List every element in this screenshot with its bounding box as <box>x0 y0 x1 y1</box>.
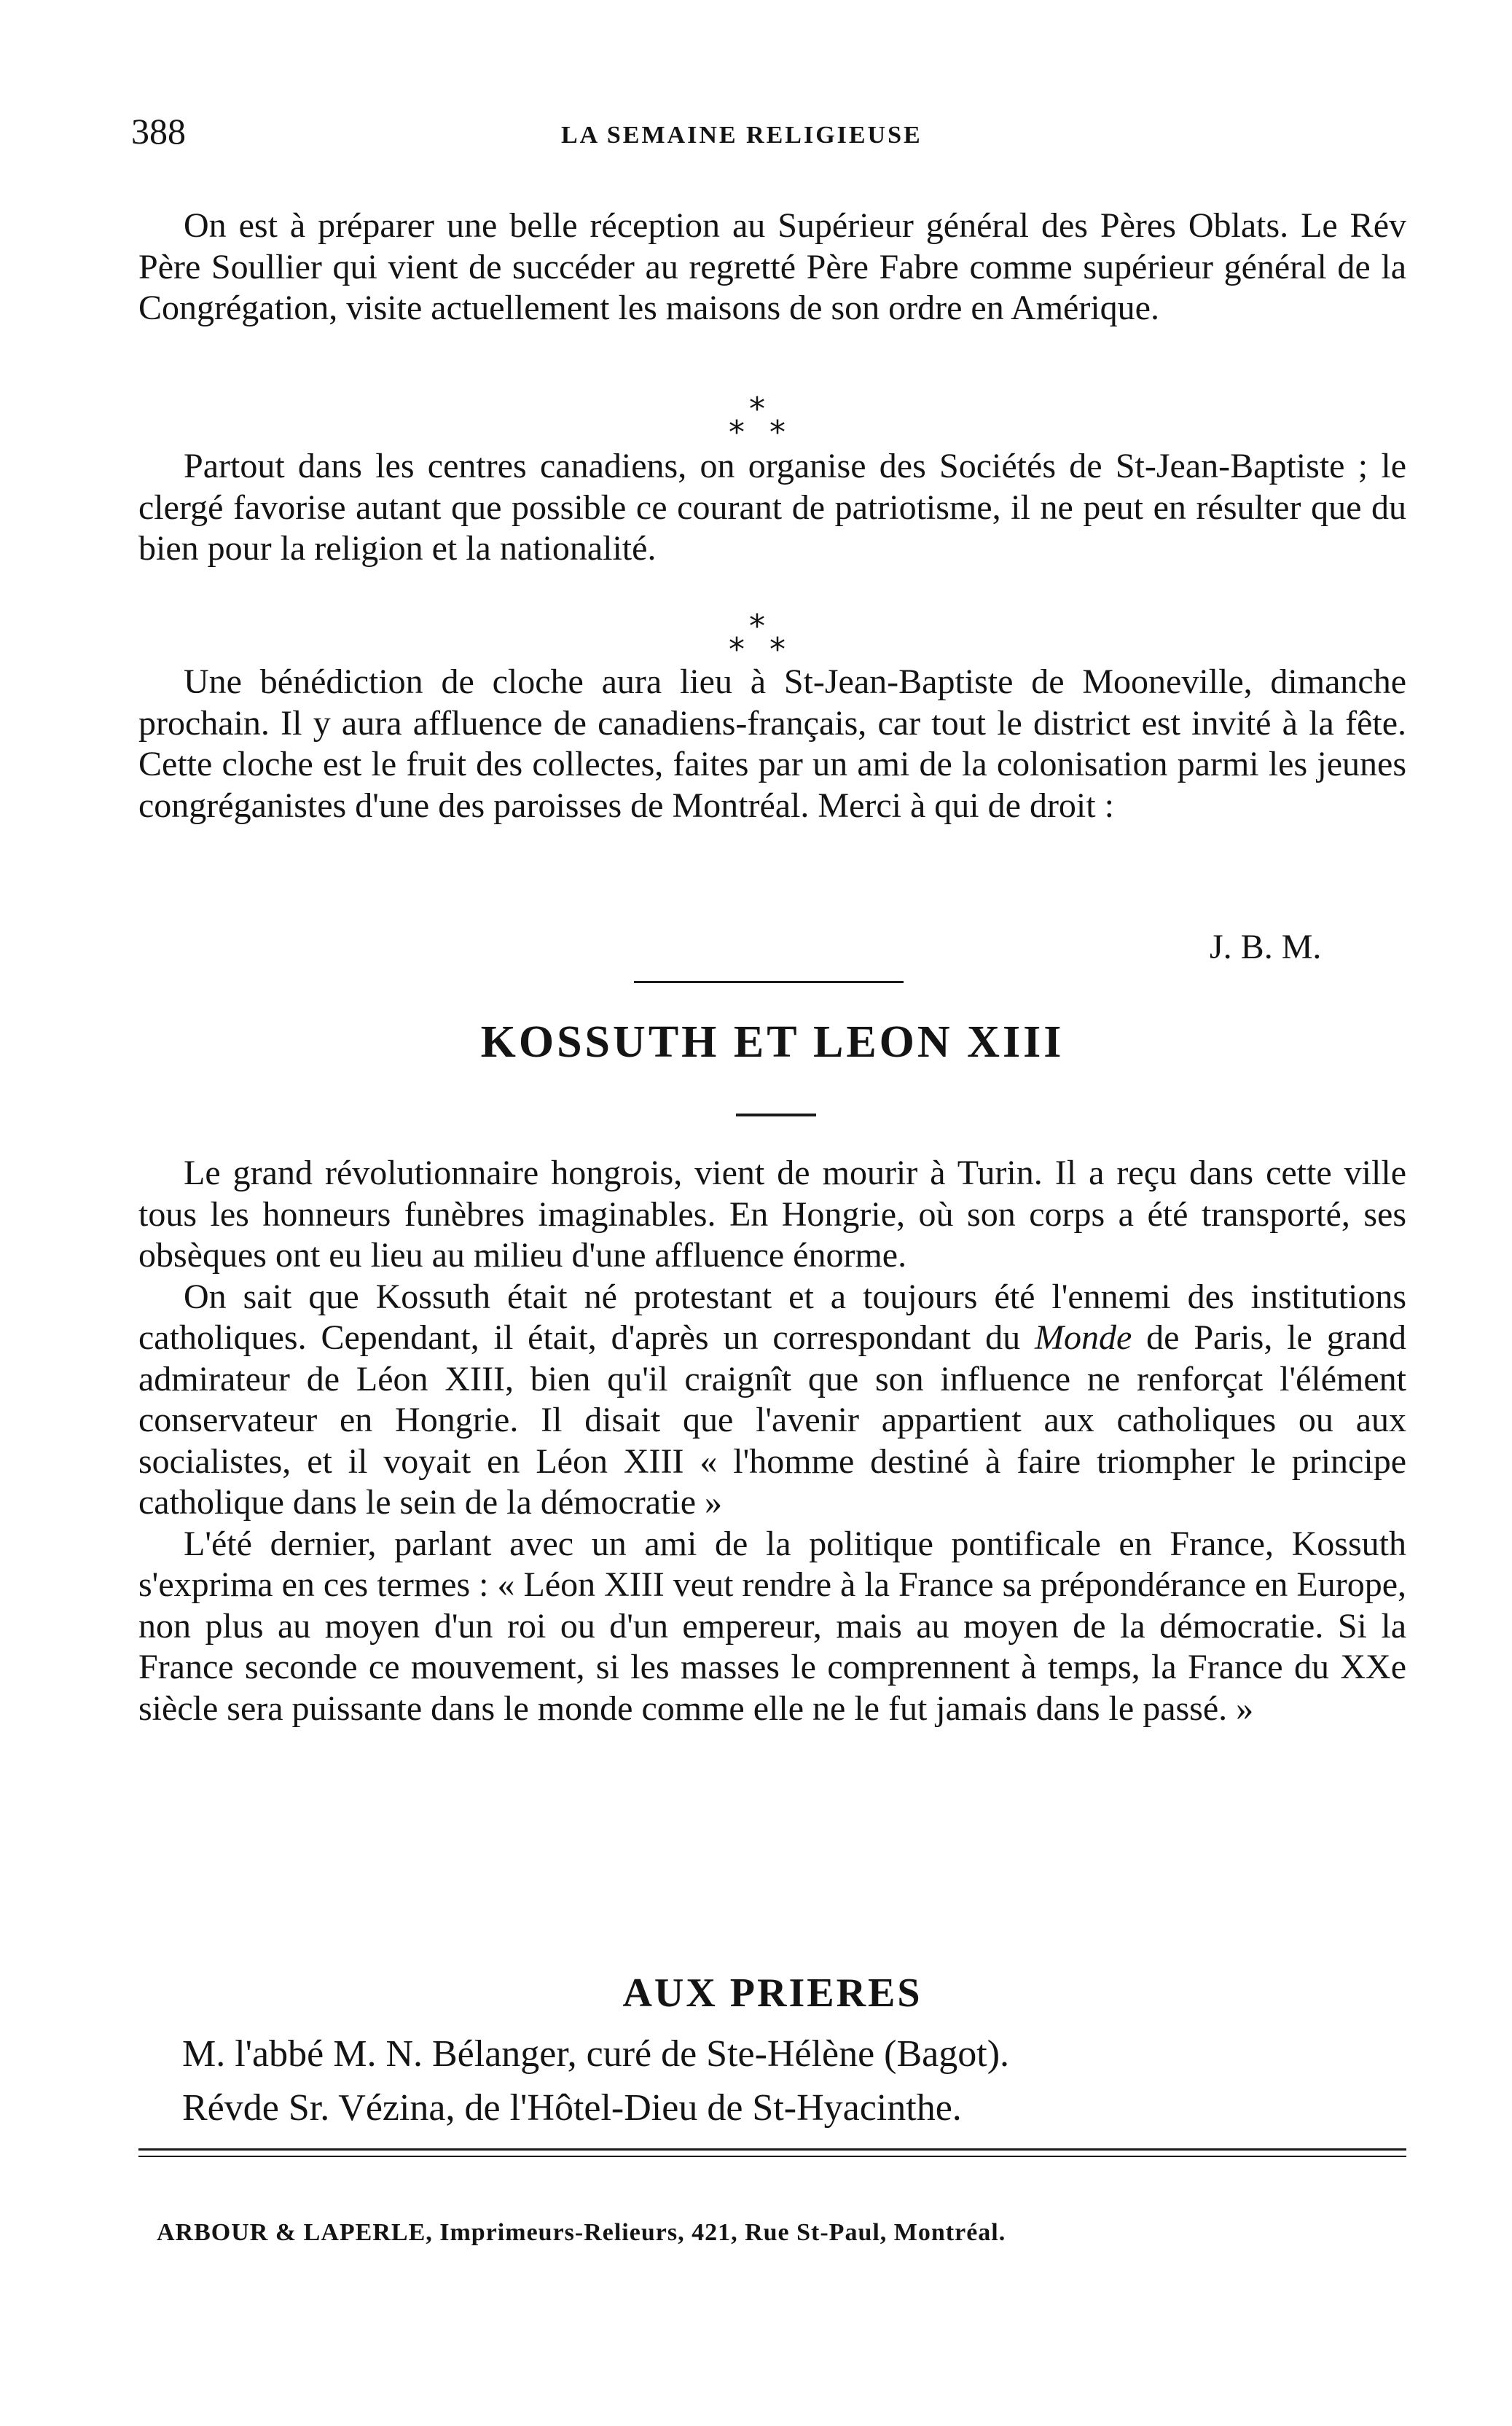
paragraph-text: Partout dans les centres canadiens, on organise des Sociétés de St-Jean-Baptiste ; le clergé favorise autant que possible ce courant de patriotisme, il ne peut en résulter que du bien pour la religion et la nationalité. <box>138 447 1406 568</box>
asterism-separator-1: * * * <box>729 391 786 451</box>
paragraph-text-end: de Paris, le grand admirateur de Léon XIII, bien qu'il craignît que son influence ne renforçat l'élément conservateur en Hongrie. Il disait que l'avenir appartient aux catholiques ou aux socialistes, et il voyait en Léon XIII « l'homme destiné à faire triompher le principe catholique dans le sein de la démocratie » <box>138 1318 1406 1522</box>
article-paragraph-3: L'été dernier, parlant avec un ami de la politique pontificale en France, Kossuth s'exprima en ces termes : « Léon XIII veut rendre à la France sa prépondérance en Europe, non plus au moyen d'un roi ou d'un empereur, mais au moyen de la démocratie. Si la France seconde ce mouvement, si les masses le comprennent à temps, la France du XXe siècle sera puissante dans le monde comme elle ne le fut jamais dans le passé. » <box>138 1524 1406 1728</box>
notes-paragraph-2 <box>138 446 1406 570</box>
paragraph-text: Une bénédiction de cloche aura lieu à St-Jean-Baptiste de Mooneville, dimanche prochain. Il y aura affluence de canadiens-français, car tout le district est invité à la fête. Cette cloche est le fruit des collectes, faites par un ami de la colonisation parmi les jeunes congréganistes d'une des paroisses de Montréal. Merci à qui de droit : <box>138 662 1406 825</box>
asterism-separator-2: * * * <box>729 608 786 668</box>
running-title: LA SEMAINE RELIGIEUSE <box>561 122 923 149</box>
page-header <box>131 109 1414 160</box>
notes-paragraph-1 <box>138 206 1406 329</box>
paragraph-text-start: On sait que Kossuth était né protestant et a toujours été l'ennemi des institutions catholiques. Cependant, il était, d'après un correspondant du <box>138 1277 1406 1357</box>
signature: J. B. M. <box>1210 928 1322 966</box>
notes-paragraph-3 <box>138 662 1406 826</box>
prayer-item: Révde Sr. Vézina, de l'Hôtel-Dieu de St-Hyacinthe. <box>182 2087 962 2129</box>
prayers-title: AUX PRIERES <box>622 1971 923 2016</box>
article-paragraph-2 <box>138 1277 1406 1524</box>
title-underline <box>736 1114 816 1116</box>
newspaper-name: Monde <box>1034 1318 1132 1357</box>
section-divider <box>634 981 904 983</box>
page-number: 388 <box>131 111 186 152</box>
article-paragraph-1: Le grand révolutionnaire hongrois, vient de mourir à Turin. Il a reçu dans cette ville tous les honneurs funèbres imaginables. En Hongrie, où son corps a été transporté, ses obsèques ont eu lieu au milieu d'une affluence énorme. <box>138 1154 1406 1275</box>
paragraph-text: On est à préparer une belle réception au Supérieur général des Pères Oblats. Le Rév Père Soullier qui vient de succéder au regretté Père Fabre comme supérieur général de la Congrégation, visite actuellement les maisons de son ordre en Amérique. <box>138 206 1406 327</box>
footer-rule-thin <box>138 2156 1406 2157</box>
printer-imprint: ARBOUR & LAPERLE, Imprimeurs-Relieurs, 421, Rue St-Paul, Montréal. <box>157 2219 1006 2246</box>
footer-rule <box>138 2148 1406 2151</box>
prayer-item: M. l'abbé M. N. Bélanger, curé de Ste-Hélène (Bagot). <box>182 2033 1010 2075</box>
article-body <box>138 1153 1406 1729</box>
article-title: KOSSUTH ET LEON XIII <box>480 1017 1065 1067</box>
